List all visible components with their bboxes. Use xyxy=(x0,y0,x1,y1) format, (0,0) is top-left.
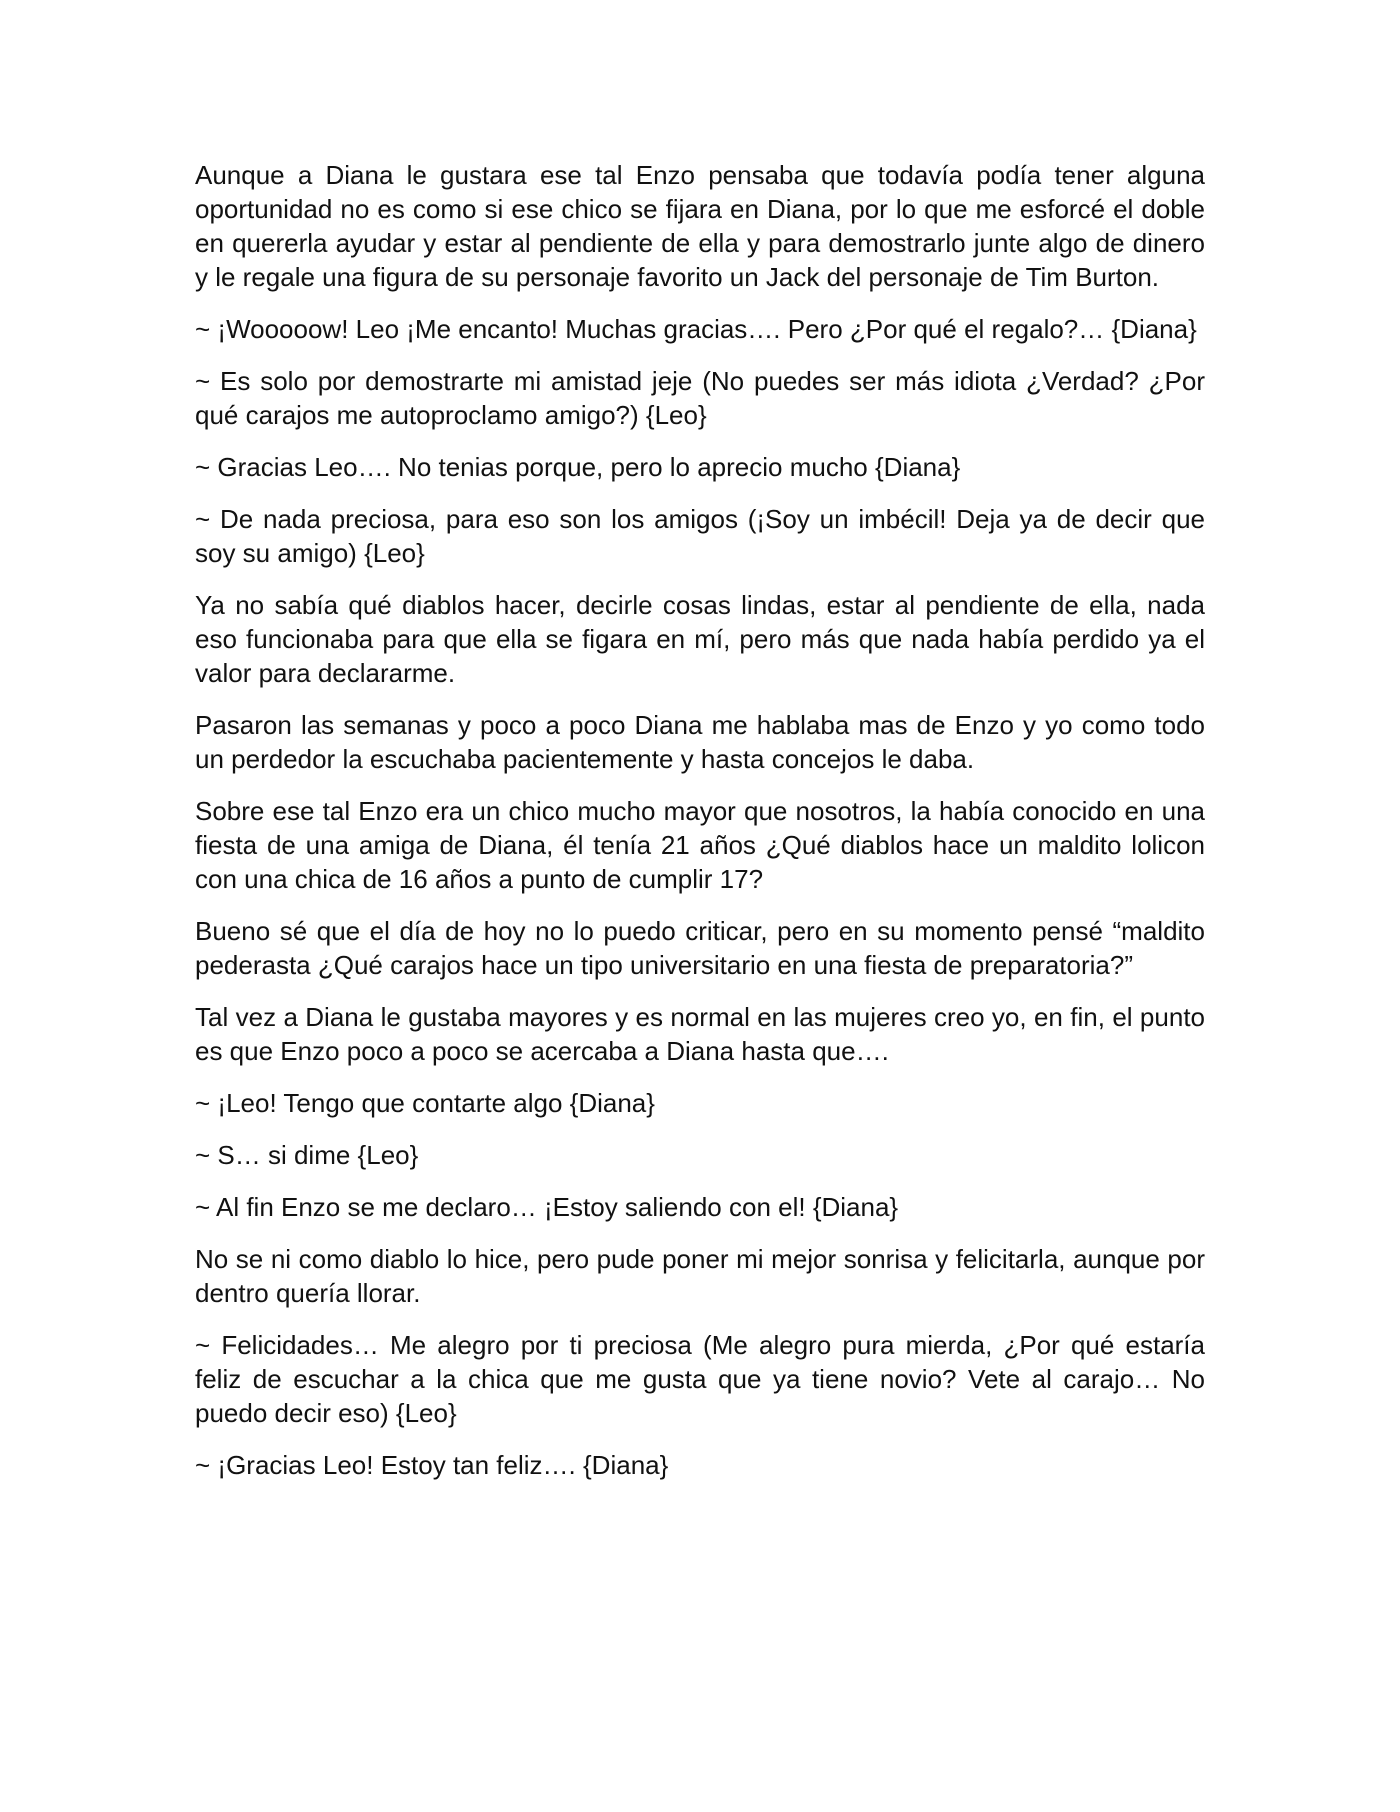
dialogue-line: ~ ¡Gracias Leo! Estoy tan feliz…. {Diana} xyxy=(195,1450,669,1480)
dialogue-line: ~ ¡Wooooow! Leo ¡Me encanto! Muchas gracias…. Pero ¿Por qué el regalo?… {Diana} xyxy=(195,314,1197,344)
paragraph: Ya no sabía qué diablos hacer, decirle cosas lindas, estar al pendiente de ella, nada eso funcionaba para que ella se figara en mí, pero más que nada había perdido ya el valor para declararme. xyxy=(195,590,1205,688)
dialogue-line: ~ Al fin Enzo se me declaro… ¡Estoy saliendo con el! {Diana} xyxy=(195,1192,899,1222)
dialogue-line: ~ ¡Leo! Tengo que contarte algo {Diana} xyxy=(195,1088,655,1118)
paragraph: Sobre ese tal Enzo era un chico mucho mayor que nosotros, la había conocido en una fiesta de una amiga de Diana, él tenía 21 años ¿Qué diablos hace un maldito lolicon con una chica de 16 años a punto de cumplir 17? xyxy=(195,796,1205,894)
dialogue-line: ~ De nada preciosa, para eso son los amigos (¡Soy un imbécil! Deja ya de decir que soy su amigo) {Leo} xyxy=(195,504,1205,568)
dialogue-line: ~ Gracias Leo…. No tenias porque, pero lo aprecio mucho {Diana} xyxy=(195,452,961,482)
paragraph: Aunque a Diana le gustara ese tal Enzo pensaba que todavía podía tener alguna oportunidad no es como si ese chico se fijara en Diana, por lo que me esforcé el doble en quererla ayudar y estar al pendiente de ella y para demostrarlo junte algo de dinero y le regale una figura de su personaje favorito un Jack del personaje de Tim Burton. xyxy=(195,160,1205,292)
dialogue-line: ~ Felicidades… Me alegro por ti preciosa (Me alegro pura mierda, ¿Por qué estaría feliz de escuchar a la chica que me gusta que ya tiene novio? Vete al carajo… No puedo decir eso) {Leo} xyxy=(195,1330,1205,1428)
paragraph: Tal vez a Diana le gustaba mayores y es normal en las mujeres creo yo, en fin, el punto es que Enzo poco a poco se acercaba a Diana hasta que…. xyxy=(195,1002,1205,1066)
paragraph: Bueno sé que el día de hoy no lo puedo criticar, pero en su momento pensé “maldito pederasta ¿Qué carajos hace un tipo universitario en una fiesta de preparatoria?” xyxy=(195,916,1205,980)
dialogue-line: ~ S… si dime {Leo} xyxy=(195,1140,419,1170)
dialogue-line: ~ Es solo por demostrarte mi amistad jeje (No puedes ser más idiota ¿Verdad? ¿Por qué carajos me autoproclamo amigo?) {Leo} xyxy=(195,366,1205,430)
document-body xyxy=(195,158,1205,1500)
paragraph: Pasaron las semanas y poco a poco Diana me hablaba mas de Enzo y yo como todo un perdedor la escuchaba pacientemente y hasta concejos le daba. xyxy=(195,710,1205,774)
paragraph: No se ni como diablo lo hice, pero pude poner mi mejor sonrisa y felicitarla, aunque por dentro quería llorar. xyxy=(195,1244,1205,1308)
